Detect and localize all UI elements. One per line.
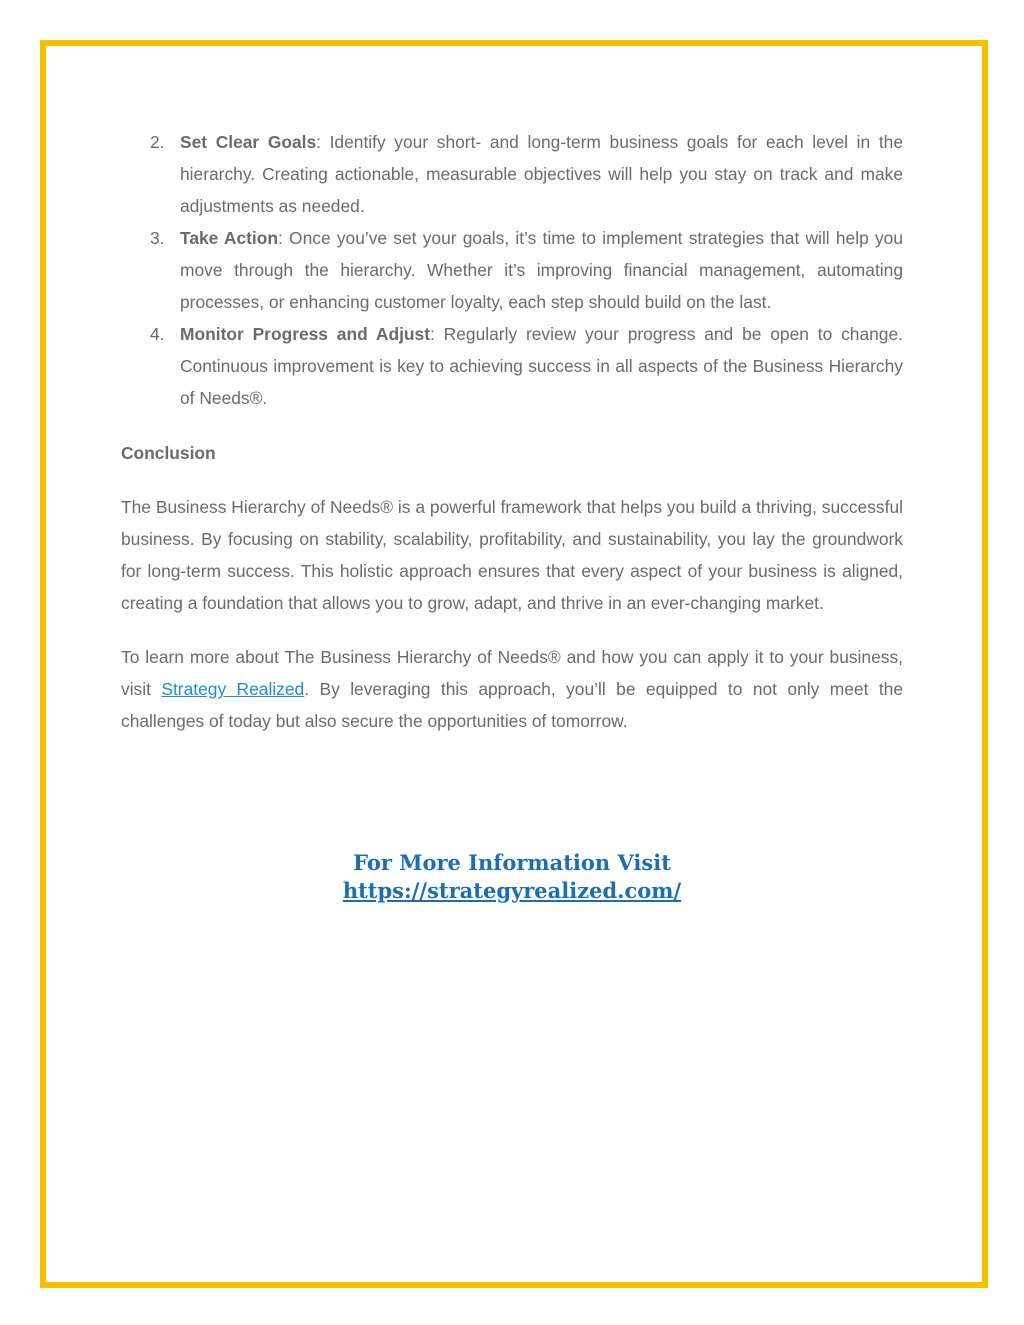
list-item-text: : Once you’ve set your goals, it’s time to implement strategies that will help you move through the hierarchy. Whether it’s improving financial management, automating processes, or enhancing customer loyalty, each step should build on the last. [180, 228, 903, 312]
learn-more-paragraph [121, 641, 903, 737]
steps-list [121, 126, 903, 414]
strategy-realized-link[interactable]: Strategy Realized [161, 679, 305, 699]
list-item-title: Monitor Progress and Adjust [180, 324, 431, 344]
learn-more-text-end: . By leveraging this approach, you’ll be equipped to not only meet the challenges of today but also secure the opportunities of tomorrow. [121, 679, 903, 731]
list-item [121, 126, 903, 222]
website-link[interactable]: https://strategyrealized.com/ [342, 878, 682, 903]
list-item-title: Set Clear Goals [180, 132, 317, 152]
document-body [121, 126, 903, 737]
list-item-title: Take Action [180, 228, 279, 248]
more-info-block [0, 849, 1024, 905]
more-info-label: For More Information Visit [353, 850, 671, 875]
list-item-number: 4. [150, 324, 165, 344]
list-item-number: 3. [150, 228, 165, 248]
conclusion-paragraph: The Business Hierarchy of Needs® is a powerful framework that helps you build a thriving, successful business. By focusing on stability, scalability, profitability, and sustainability, you lay the groundwork for long-term success. This holistic approach ensures that every aspect of your business is aligned, creating a foundation that allows you to grow, adapt, and thrive in an ever-changing market. [121, 497, 903, 613]
learn-more-text: To learn more about The Business Hierarchy of Needs® and how you can apply it to your business, visit [121, 647, 903, 699]
list-item-number: 2. [150, 132, 165, 152]
conclusion-heading: Conclusion [121, 443, 216, 463]
list-item [121, 318, 903, 414]
list-item [121, 222, 903, 318]
list-item-text: : Regularly review your progress and be open to change. Continuous improvement is key to achieving success in all aspects of the Business Hierarchy of Needs®. [180, 324, 903, 408]
list-item-text: : Identify your short- and long-term business goals for each level in the hierarchy. Creating actionable, measurable objectives will help you stay on track and make adjustments as needed. [180, 132, 903, 216]
